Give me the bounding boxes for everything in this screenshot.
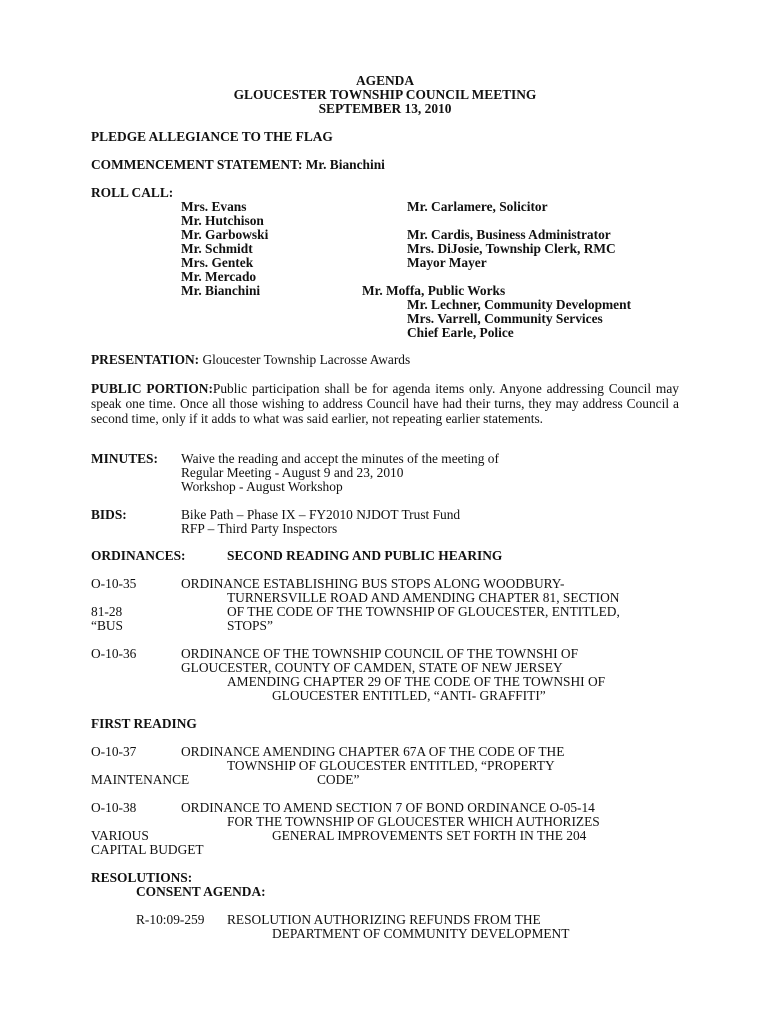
ordinance-text: AMENDING CHAPTER 29 OF THE CODE OF THE TOWNSHI OF: [227, 674, 606, 689]
agenda-title: AGENDA: [355, 73, 415, 88]
council-member: Mrs. Gentek: [181, 255, 254, 270]
meeting-date: SEPTEMBER 13, 2010: [318, 101, 452, 116]
bid-item: Bike Path – Phase IX – FY2010 NJDOT Trust Fund: [181, 507, 461, 522]
presentation-line: [91, 353, 410, 367]
consent-agenda-heading: CONSENT AGENDA:: [136, 884, 266, 899]
resolution-number: R-10:09-259: [136, 912, 205, 927]
presentation-text: Gloucester Township Lacrosse Awards: [199, 352, 411, 367]
ordinance-text: TURNERSVILLE ROAD AND AMENDING CHAPTER 81, SECTION: [227, 590, 620, 605]
official: Mr. Moffa, Public Works: [362, 283, 506, 298]
public-portion-text: Public participation shall be for agenda items only. Anyone addressing Council may speak one time. Once all those wishing to address Council have had their turns, they may address Council a second time, only if it adds to what was said earlier, not repeating earlier statements.: [91, 381, 679, 426]
official: Mrs. Varrell, Community Services: [407, 311, 603, 326]
bid-item: RFP – Third Party Inspectors: [181, 521, 338, 536]
council-member: Mr. Mercado: [181, 269, 257, 284]
resolutions-heading: RESOLUTIONS:: [91, 870, 193, 885]
ordinance-text: OF THE CODE OF THE TOWNSHIP OF GLOUCESTER, ENTITLED,: [227, 604, 620, 619]
ordinances-label: ORDINANCES:: [91, 548, 186, 563]
official: Chief Earle, Police: [407, 325, 514, 340]
meeting-title: GLOUCESTER TOWNSHIP COUNCIL MEETING: [233, 87, 537, 102]
ordinance-number: O-10-38: [91, 800, 137, 815]
council-member: Mrs. Evans: [181, 199, 247, 214]
minutes-label: MINUTES:: [91, 451, 158, 466]
ordinance-number: O-10-37: [91, 744, 137, 759]
council-member: Mr. Bianchini: [181, 283, 261, 298]
ordinance-number: O-10-36: [91, 646, 137, 661]
council-member: Mr. Hutchison: [181, 213, 264, 228]
ordinance-text: TOWNSHIP OF GLOUCESTER ENTITLED, “PROPERTY: [227, 758, 555, 773]
minutes-line: Regular Meeting - August 9 and 23, 2010: [181, 465, 404, 480]
public-portion-paragraph: [91, 381, 679, 426]
official: Mr. Carlamere, Solicitor: [407, 199, 548, 214]
council-member: Mr. Schmidt: [181, 241, 253, 256]
ordinance-text: ORDINANCE OF THE TOWNSHIP COUNCIL OF THE TOWNSHI OF: [181, 646, 579, 661]
ordinance-text: 81-28: [91, 604, 123, 619]
ordinance-text: GLOUCESTER, COUNTY OF CAMDEN, STATE OF NEW JERSEY: [181, 660, 563, 675]
commencement-heading: COMMENCEMENT STATEMENT: Mr. Bianchini: [91, 157, 385, 172]
official: Mayor Mayer: [407, 255, 487, 270]
ordinance-text: CODE”: [317, 772, 360, 787]
roll-call-heading: ROLL CALL:: [91, 185, 174, 200]
ordinance-text: VARIOUS: [91, 828, 149, 843]
pledge-heading: PLEDGE ALLEGIANCE TO THE FLAG: [91, 129, 333, 144]
ordinance-text: GENERAL IMPROVEMENTS SET FORTH IN THE 204: [272, 828, 587, 843]
official: Mrs. DiJosie, Township Clerk, RMC: [407, 241, 616, 256]
public-portion-label: PUBLIC PORTION:: [91, 381, 213, 396]
ordinance-text: CAPITAL BUDGET: [91, 842, 204, 857]
official: Mr. Lechner, Community Development: [407, 297, 632, 312]
ordinance-text: ORDINANCE ESTABLISHING BUS STOPS ALONG WOODBURY-: [181, 576, 565, 591]
bids-label: BIDS:: [91, 507, 127, 522]
ordinance-text: ORDINANCE AMENDING CHAPTER 67A OF THE CODE OF THE: [181, 744, 565, 759]
ordinance-text: ORDINANCE TO AMEND SECTION 7 OF BOND ORDINANCE O-05-14: [181, 800, 595, 815]
ordinance-text: MAINTENANCE: [91, 772, 190, 787]
resolution-text: DEPARTMENT OF COMMUNITY DEVELOPMENT: [272, 926, 570, 941]
ordinance-text: FOR THE TOWNSHIP OF GLOUCESTER WHICH AUTHORIZES: [227, 814, 600, 829]
official: Mr. Cardis, Business Administrator: [407, 227, 611, 242]
resolution-text: RESOLUTION AUTHORIZING REFUNDS FROM THE: [227, 912, 541, 927]
presentation-label: PRESENTATION:: [91, 352, 200, 367]
council-member: Mr. Garbowski: [181, 227, 269, 242]
first-reading-heading: FIRST READING: [91, 716, 197, 731]
minutes-line: Waive the reading and accept the minutes of the meeting of: [181, 451, 499, 466]
ordinance-number: O-10-35: [91, 576, 137, 591]
minutes-line: Workshop - August Workshop: [181, 479, 343, 494]
second-reading-heading: SECOND READING AND PUBLIC HEARING: [227, 548, 503, 563]
ordinance-text: STOPS”: [227, 618, 273, 633]
ordinance-text: “BUS: [91, 618, 123, 633]
ordinance-text: GLOUCESTER ENTITLED, “ANTI- GRAFFITI”: [272, 688, 546, 703]
